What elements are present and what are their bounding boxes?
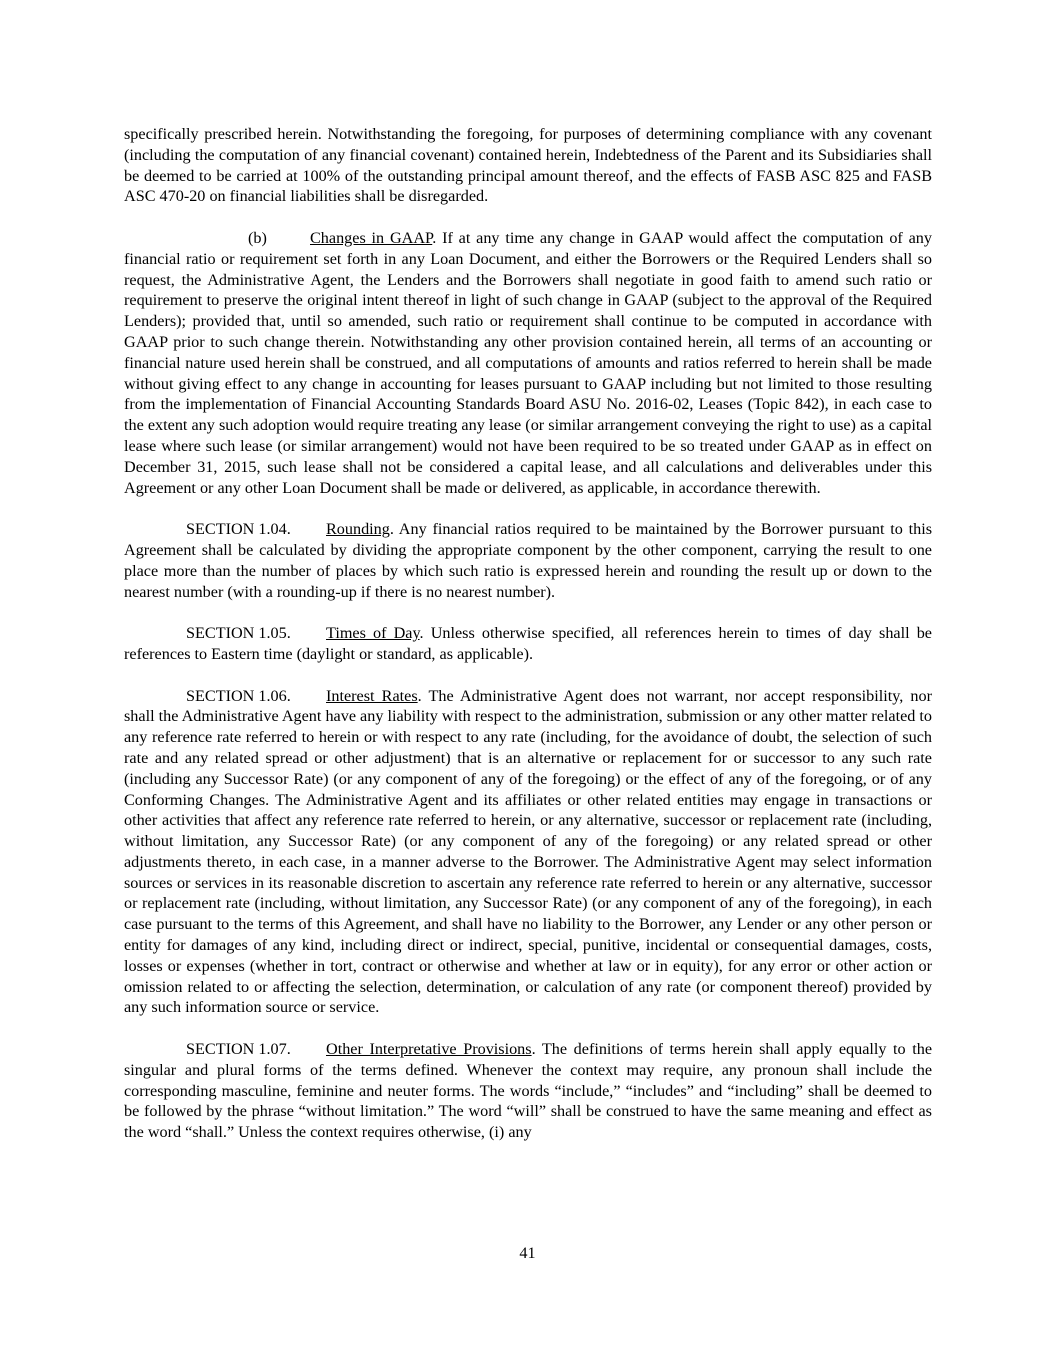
- section-label: SECTION 1.04.: [186, 520, 291, 539]
- section-text: . The Administrative Agent does not warrant, nor accept responsibility, nor shall the Administrative Agent have any liability with respect to the administration, submission or any other matter related to any reference rate referred to herein or with respect to any rate (including, for the avoidance of doubt, the selection of such rate and any related spread or other adjustment) that is an alternative or replacement for or successor to any such rate (including any Successor Rate) (or any component of any of the foregoing) or the effect of any of the foregoing, or of any Conforming Changes. The Administrative Agent and its affiliates or other related entities may engage in transactions or other activities that affect any reference rate referred to herein, or any alternative, successor or replacement rate (including, without limitation, any Successor Rate) (or any component of any of the foregoing) or any related spread or other adjustments thereto, in each case, in a manner adverse to the Borrower. The Administrative Agent may select information sources or services in its reasonable discretion to ascertain any reference rate referred to herein or any alternative, successor or replacement rate (including, without limitation, any Successor Rate) (or any component of any of the foregoing), in each case pursuant to the terms of this Agreement, and shall have no liability to the Borrower, any Lender or any other person or entity for damages of any kind, including direct or indirect, special, punitive, incidental or consequential damages, costs, losses or expenses (whether in tort, contract or otherwise and whether at law or in equity), for any error or other action or omission related to or affecting the selection, determination, or calculation of any rate (or component thereof) provided by any such information source or service.: [124, 686, 932, 1017]
- subsection-heading-changes-in-gaap: Changes in GAAP: [310, 228, 433, 247]
- paragraph-changes-in-gaap: [124, 228, 932, 498]
- page-number: 41: [519, 1244, 536, 1262]
- section-heading-interest-rates: Interest Rates: [326, 686, 418, 705]
- paragraph-gaap-continuation: specifically prescribed herein. Notwithstanding the foregoing, for purposes of determining compliance with any covenant (including the computation of any financial covenant) contained herein, Indebtedness of the Parent and its Subsidiaries shall be deemed to be carried at 100% of the outstanding principal amount thereof, and the effects of FASB ASC 825 and FASB ASC 470-20 on financial liabilities shall be disregarded.: [124, 125, 932, 206]
- document-body: [124, 124, 932, 1143]
- section-1-06-interest-rates: [124, 686, 932, 1019]
- subsection-label: (b): [248, 228, 267, 247]
- section-heading-rounding: Rounding: [326, 520, 390, 539]
- section-label: SECTION 1.05.: [186, 624, 291, 643]
- section-label: SECTION 1.07.: [186, 1040, 291, 1059]
- section-1-04-rounding: [124, 519, 932, 602]
- section-1-05-times-of-day: [124, 623, 932, 665]
- section-text: . Any financial ratios required to be maintained by the Borrower pursuant to this Agreement shall be calculated by dividing the appropriate component by the other component, carrying the result to one place more than the number of places by which such ratio is expressed herein and rounding the result up or down to the nearest number (with a rounding-up if there is no nearest number).: [124, 520, 932, 601]
- section-1-07-other-interpretative-provisions: [124, 1039, 932, 1143]
- section-heading-other-interpretative-provisions: Other Interpretative Provisions: [326, 1040, 532, 1059]
- section-text: . The definitions of terms herein shall apply equally to the singular and plural forms of the terms defined. Whenever the context may require, any pronoun shall include the corresponding masculine, feminine and neuter forms. The words “include,” “includes” and “including” shall be deemed to be followed by the phrase “without limitation.” The word “will” shall be construed to have the same meaning and effect as the word “shall.” Unless the context requires otherwise, (i) any: [124, 1040, 933, 1142]
- section-label: SECTION 1.06.: [186, 686, 291, 705]
- section-heading-times-of-day: Times of Day: [326, 624, 420, 643]
- section-text: . Unless otherwise specified, all references herein to times of day shall be references to Eastern time (daylight or standard, as applicable).: [124, 624, 932, 663]
- subsection-text: . If at any time any change in GAAP would affect the computation of any financial ratio or requirement set forth in any Loan Document, and either the Borrowers or the Required Lenders shall so request, the Administrative Agent, the Lenders and the Borrowers shall negotiate in good faith to amend such ratio or requirement to preserve the original intent thereof in light of such change in GAAP (subject to the approval of the Required Lenders); provided that, until so amended, such ratio or requirement shall continue to be computed in accordance with GAAP prior to such change therein. Notwithstanding any other provision contained herein, all terms of an accounting or financial nature used herein shall be construed, and all computations of amounts and ratios referred to herein shall be made without giving effect to any change in accounting for leases pursuant to GAAP including but not limited to those resulting from the implementation of Financial Accounting Standards Board ASU No. 2016-02, Leases (Topic 842), in each case to the extent any such adoption would require treating any lease (or similar arrangement conveying the right to use) as a capital lease where such lease (or similar arrangement) would not have been required to be so treated under GAAP as in effect on December 31, 2015, such lease shall not be considered a capital lease, and all calculations and deliverables under this Agreement or any other Loan Document shall be made or delivered, as applicable, in accordance therewith.: [124, 228, 932, 497]
